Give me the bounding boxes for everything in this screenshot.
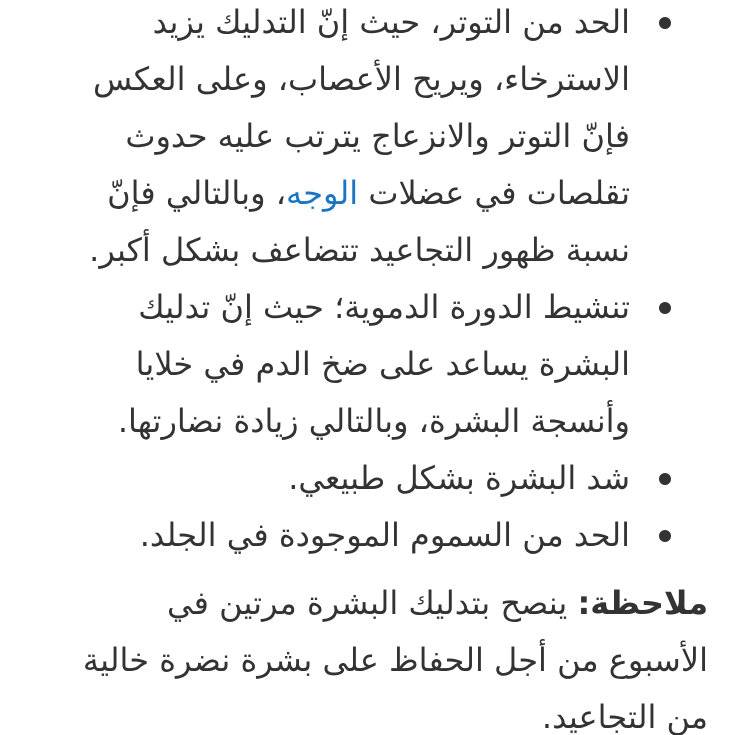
list-item <box>0 0 735 279</box>
note-label: ملاحظة: <box>577 584 708 622</box>
list-item <box>0 507 735 564</box>
list-item-text: شد البشرة بشكل طبيعي. <box>288 459 630 497</box>
bullet-icon <box>659 530 671 542</box>
note-paragraph <box>58 575 708 735</box>
list-item <box>0 450 735 507</box>
face-link[interactable]: الوجه <box>286 174 359 212</box>
list-item-text: تنشيط الدورة الدموية؛ حيث إنّ تدليك البشرة يساعد على ضخ الدم في خلايا وأنسجة البشرة، وبالتالي زيادة نضارتها. <box>117 288 630 440</box>
list-item-text: ، وبالتالي فإنّ نسبة ظهور التجاعيد تتضاعف بشكل أكبر. <box>89 174 630 269</box>
list-item-text: الحد من التوتر، حيث إنّ التدليك يزيد الاسترخاء، ويريح الأعصاب، وعلى العكس فإنّ التوتر والانزعاج يترتب عليه حدوث تقلصات في عضلات <box>93 3 630 212</box>
list-item-text: الحد من السموم الموجودة في الجلد. <box>139 516 630 554</box>
bullet-icon <box>659 17 671 29</box>
list-item <box>0 279 735 450</box>
bullet-icon <box>659 302 671 314</box>
bullet-icon <box>659 473 671 485</box>
note-text: ينصح بتدليك البشرة مرتين في الأسبوع من أجل الحفاظ على بشرة نضرة خالية من التجاعيد. <box>82 584 708 735</box>
